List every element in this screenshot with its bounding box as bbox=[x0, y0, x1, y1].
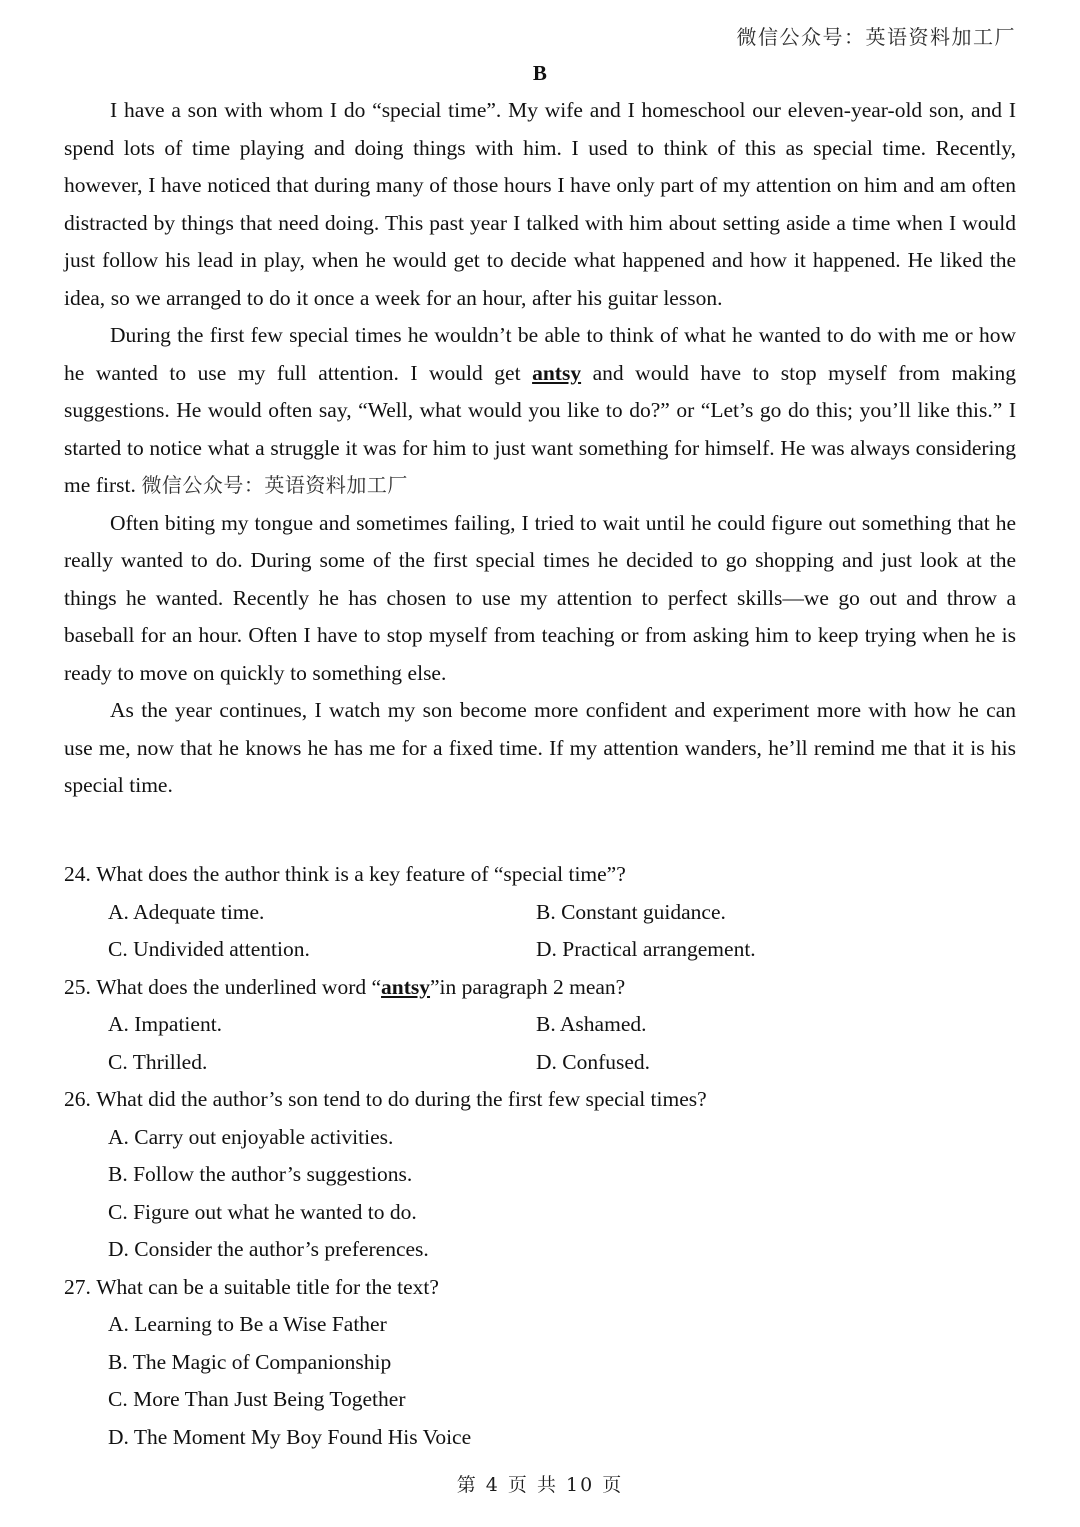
passage-paragraph-4 bbox=[64, 692, 1016, 805]
paragraph-1-text: I have a son with whom I do “special time”. My wife and I homeschool our eleven-year-old son, and I spend lots of time playing and doing things with him. I used to think of this as special time. Recently, however, I have noticed that during many of those hours I have only part of my attention on him and am often distracted by things that need doing. This past year I talked with him about setting aside a time when I would just follow his lead in play, when he would get to decide what happened and how it happened. He liked the idea, so we arranged to do it once a week for an hour, after his guitar lesson. bbox=[64, 98, 1016, 310]
option-24-b[interactable]: B. Constant guidance. bbox=[536, 899, 726, 924]
option-24-a[interactable]: A. Adequate time. bbox=[108, 899, 265, 924]
question-25-stem-text-b: ”in paragraph 2 mean? bbox=[430, 974, 626, 999]
question-25-stem bbox=[64, 969, 1016, 1007]
option-24-c[interactable]: C. Undivided attention. bbox=[108, 937, 310, 961]
questions-list bbox=[64, 856, 1016, 1456]
option-27-a[interactable]: A. Learning to Be a Wise Father bbox=[108, 1312, 387, 1336]
question-24 bbox=[64, 856, 1016, 969]
option-25-d[interactable]: D. Confused. bbox=[536, 1049, 651, 1074]
passage-body bbox=[64, 58, 1016, 805]
option-27-d[interactable]: D. The Moment My Boy Found His Voice bbox=[108, 1424, 472, 1449]
question-25-stem-text-a: What does the underlined word “ bbox=[96, 974, 382, 999]
option-27-b[interactable]: B. The Magic of Companionship bbox=[108, 1349, 392, 1374]
question-25-underlined-word: antsy bbox=[381, 974, 431, 999]
option-24-d[interactable]: D. Practical arrangement. bbox=[536, 937, 756, 961]
question-27-number: 27. bbox=[64, 1274, 91, 1299]
passage-paragraph-1 bbox=[64, 92, 1016, 317]
question-26-number: 26. bbox=[64, 1087, 91, 1111]
option-25-b[interactable]: B. Ashamed. bbox=[536, 1012, 647, 1036]
question-26-stem bbox=[64, 1081, 1016, 1119]
option-25-a[interactable]: A. Impatient. bbox=[108, 1012, 223, 1036]
option-26-c[interactable]: C. Figure out what he wanted to do. bbox=[108, 1199, 417, 1224]
paragraph-4-text: As the year continues, I watch my son become more confident and experiment more with how he can use me, now that he knows he has me for a fixed time. If my attention wanders, he’ll remind me that it is his special time. bbox=[64, 698, 1016, 797]
page-footer: 第 4 页 共 10 页 bbox=[456, 1474, 624, 1496]
question-24-stem-text: What does the author think is a key feature of “special time”? bbox=[96, 862, 626, 886]
question-25 bbox=[64, 969, 1016, 1082]
question-24-number: 24. bbox=[64, 862, 91, 886]
passage-paragraph-2 bbox=[64, 317, 1016, 505]
question-25-options-row-2 bbox=[64, 1044, 1016, 1082]
option-26-b[interactable]: B. Follow the author’s suggestions. bbox=[108, 1162, 413, 1186]
question-24-options-row-1 bbox=[64, 894, 1016, 932]
question-24-stem bbox=[64, 856, 1016, 894]
question-27-stem bbox=[64, 1269, 1016, 1307]
option-27-c[interactable]: C. More Than Just Being Together bbox=[108, 1387, 406, 1411]
paragraph-2-text-a: During the first few special times he wouldn’t be able to think of what he wanted to do with me or how he wanted to use my full attention. I would get bbox=[64, 323, 1016, 385]
option-26-a[interactable]: A. Carry out enjoyable activities. bbox=[108, 1124, 394, 1149]
paragraph-3-text: Often biting my tongue and sometimes failing, I tried to wait until he could figure out something that he really wanted to do. During some of the first special times he decided to go shopping and just look at the things he wanted. Recently he has chosen to use my attention to perfect skills—we go out and throw a baseball for an hour. Often I have to stop myself from teaching or from asking him to keep trying when he is ready to move on quickly to something else. bbox=[64, 510, 1016, 685]
question-27-stem-text: What can be a suitable title for the text? bbox=[96, 1274, 439, 1299]
header-watermark: 微信公众号：英语资料加工厂 bbox=[736, 25, 1016, 49]
inline-watermark: 微信公众号：英语资料加工厂 bbox=[141, 473, 408, 497]
passage-paragraph-3 bbox=[64, 505, 1016, 693]
option-26-d[interactable]: D. Consider the author’s preferences. bbox=[108, 1237, 429, 1261]
question-25-number: 25. bbox=[64, 974, 91, 999]
question-26 bbox=[64, 1081, 1016, 1269]
option-25-c[interactable]: C. Thrilled. bbox=[108, 1049, 208, 1074]
paragraph-2-text-b: and would have to stop myself from making suggestions. He would often say, “Well, what would you like to do?” or “Let’s go do this; you’ll like this.” I started to notice what a struggle it was for him to just want something for himself. He was always considering me first. bbox=[64, 360, 1016, 497]
underlined-word-antsy: antsy bbox=[532, 360, 582, 385]
question-27 bbox=[64, 1269, 1016, 1457]
question-25-options-row-1 bbox=[64, 1006, 1016, 1044]
question-26-stem-text: What did the author’s son tend to do during the first few special times? bbox=[96, 1087, 707, 1111]
section-title: B bbox=[532, 61, 548, 85]
question-24-options-row-2 bbox=[64, 931, 1016, 969]
